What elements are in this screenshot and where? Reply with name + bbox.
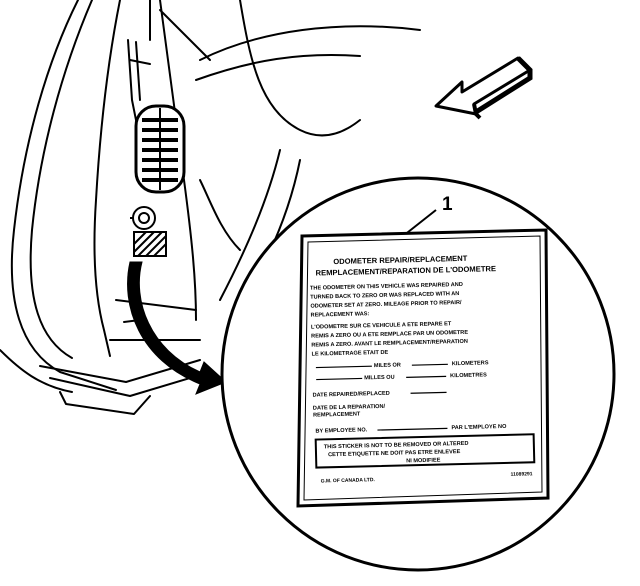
- notice-line-en: THIS STICKER IS NOT TO BE REMOVED OR ALTERED: [323, 440, 469, 451]
- milles-ou-label: MILLES OU: [364, 374, 395, 382]
- notice-line-fr-2: NI MODIFIEE: [406, 457, 441, 465]
- kilometres-label: KILOMETRES: [450, 372, 487, 380]
- sticker-title-en: ODOMETER REPAIR/REPLACEMENT: [333, 253, 468, 267]
- sticker-footer-part-number: 11089291: [510, 471, 533, 478]
- kilometers-label: KILOMETERS: [451, 360, 489, 368]
- employee-no-label: BY EMPLOYEE NO.: [315, 427, 368, 435]
- sticker-title-fr: REMPLACEMENT/REPARATION DE L'ODOMETRE: [315, 264, 497, 278]
- date-reparation-label-line1: DATE DE LA REPARATION/: [312, 403, 386, 412]
- sticker-text-line: L'ODOMETRE SUR CE VEHICULE A ETE REPARE ET: [310, 321, 452, 331]
- sticker-text-line: LE KILOMETRAGE ETAIT DE: [311, 349, 389, 358]
- employe-no-label: PAR L'EMPLOYE NO: [451, 423, 507, 432]
- pillar-vent-grille: [136, 106, 184, 192]
- sticker-text-line: REMIS A ZERO OU A ETE REMPLACE PAR UN ODOMETRE: [311, 329, 469, 340]
- door-striker-bolt: [130, 207, 155, 229]
- pointer-arrow-to-magnified-view: [128, 262, 226, 394]
- odometer-sticker: [298, 230, 548, 506]
- date-repaired-label: DATE REPAIRED/REPLACED: [312, 390, 390, 399]
- sticker-text-line: TURNED BACK TO ZERO OR WAS REPLACED WITH AN: [310, 291, 460, 301]
- vehicle-front-direction-arrow: [436, 58, 530, 118]
- notice-line-fr: CETTE ETIQUETTE NE DOIT PAS ETRE ENLEVEE: [327, 449, 461, 459]
- date-reparation-label-line2: REMPLACEMENT: [313, 411, 361, 419]
- callout-number: 1: [442, 194, 453, 215]
- sticker-location-on-pillar: [134, 232, 166, 256]
- sticker-text-line: ODOMETER SET AT ZERO. MILEAGE PRIOR TO REPAIR/: [310, 299, 462, 310]
- sticker-footer-manufacturer: G.M. OF CANADA LTD.: [320, 477, 375, 485]
- miles-or-label: MILES OR: [373, 362, 402, 370]
- sticker-text-line: REPLACEMENT WAS:: [310, 311, 370, 319]
- sticker-text-line: THE ODOMETER ON THIS VEHICLE WAS REPAIRED AND: [309, 281, 463, 292]
- sticker-text-line: REMIS A ZERO. AVANT LE REMPLACEMENT/REPARATION: [311, 338, 468, 349]
